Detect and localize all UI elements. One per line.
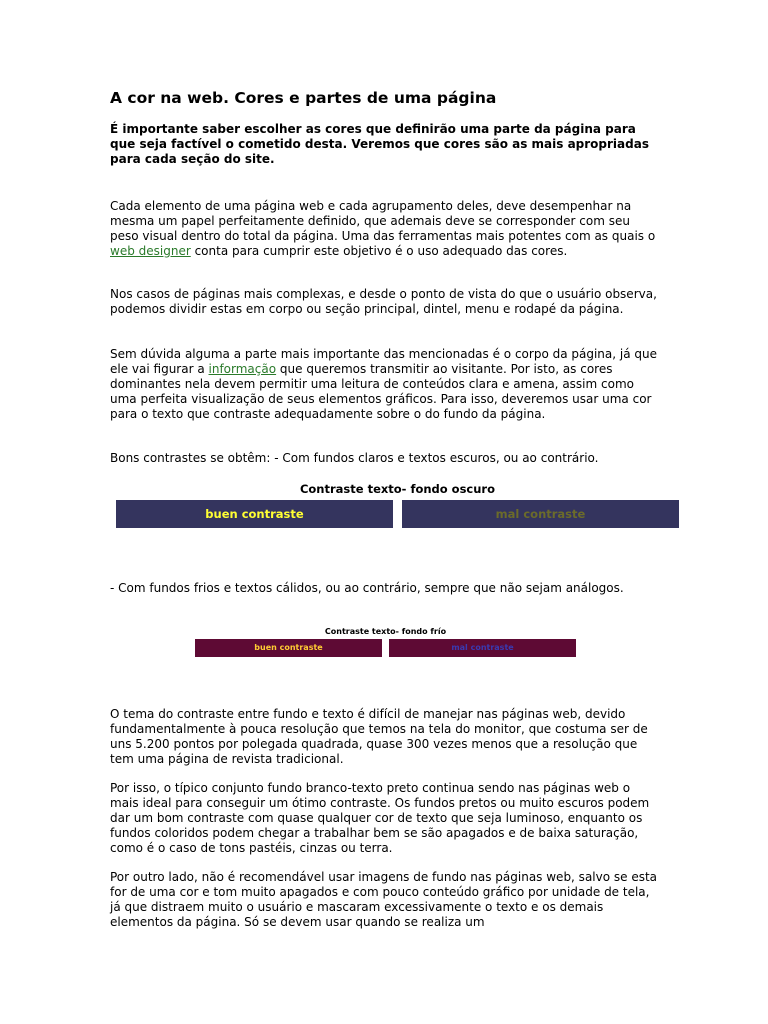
example-1-bad-box	[402, 500, 679, 528]
example-2-bad-label: mal contraste	[451, 643, 514, 652]
example-1-bad-label: mal contraste	[495, 507, 586, 521]
web-designer-link[interactable]: web designer	[110, 244, 191, 258]
paragraph-3-text-a: Sem dúvida alguma a parte mais importante das mencionadas é o corpo da página, já que ele vai figurar a	[110, 347, 658, 376]
lead-paragraph: É importante saber escolher as cores que definirão uma parte da página para que seja factível o cometido desta. Veremos que cores são as mais apropriadas para cada seção do site.	[110, 122, 649, 166]
paragraph-4: Bons contrastes se obtêm: - Com fundos claros e textos escuros, ou ao contrário.	[110, 451, 599, 465]
example-1-title: Contraste texto- fondo oscuro	[299, 482, 496, 496]
paragraph-1-text-a: Cada elemento de uma página web e cada agrupamento deles, deve desempenhar na mesma um papel perfeitamente definido, que ademais deve se corresponder com seu peso visual dentro do total da página. Uma das ferramentas mais potentes com as quais o	[110, 199, 656, 243]
paragraph-6: O tema do contraste entre fundo e texto é difícil de manejar nas páginas web, devido fundamentalmente à pouca resolução que temos na tela do monitor, que costuma ser de uns 5.200 pontos por polegada quadrada, quase 300 vezes menos que a resolução que tem uma página de revista tradicional.	[110, 707, 648, 766]
paragraph-5: - Com fundos frios e textos cálidos, ou ao contrário, sempre que não sejam análogos.	[110, 581, 624, 595]
example-1-good-box	[116, 500, 393, 528]
paragraph-8: Por outro lado, não é recomendável usar imagens de fundo nas páginas web, salvo se esta for de uma cor e tom muito apagados e com pouco conteúdo gráfico por unidade de tela, já que distraem muito o usuário e mascaram excessivamente o texto e os demais elementos da página. Só se devem usar quando se realiza um	[110, 870, 658, 929]
paragraph-3-text-b: que queremos transmitir ao visitante. Por isto, as cores dominantes nela devem permitir uma leitura de conteúdos clara e amena, assim como uma perfeita visualização de seus elementos gráficos. Para isso, deveremos usar uma cor para o texto que contraste adequadamente sobre o do fundo da página.	[110, 362, 652, 421]
page-title: A cor na web. Cores e partes de uma página	[110, 89, 497, 107]
example-1-good-label: buen contraste	[205, 507, 304, 521]
informacao-link[interactable]: informação	[208, 362, 277, 376]
article	[110, 88, 658, 167]
example-2-good-label: buen contraste	[254, 643, 323, 652]
paragraph-1	[110, 199, 658, 259]
paragraph-2: Nos casos de páginas mais complexas, e desde o ponto de vista do que o usuário observa, podemos dividir estas em corpo ou seção principal, dintel, menu e rodapé da página.	[110, 287, 657, 316]
example-2-title: Contraste texto- fondo frío	[324, 627, 447, 636]
paragraph-1-text-b: conta para cumprir este objetivo é o uso adequado das cores.	[190, 244, 568, 258]
paragraph-3	[110, 347, 658, 422]
paragraph-7: Por isso, o típico conjunto fundo branco-texto preto continua sendo nas páginas web o mais ideal para conseguir um ótimo contraste. Os fundos pretos ou muito escuros podem dar um bom contraste com quase qualquer cor de texto que seja luminoso, enquanto os fundos coloridos podem chegar a trabalhar bem se são apagados e de baixa saturação, como é o caso de tons pastéis, cinzas ou terra.	[110, 781, 650, 855]
example-2-bad-box	[389, 639, 576, 657]
example-2-good-box	[195, 639, 382, 657]
